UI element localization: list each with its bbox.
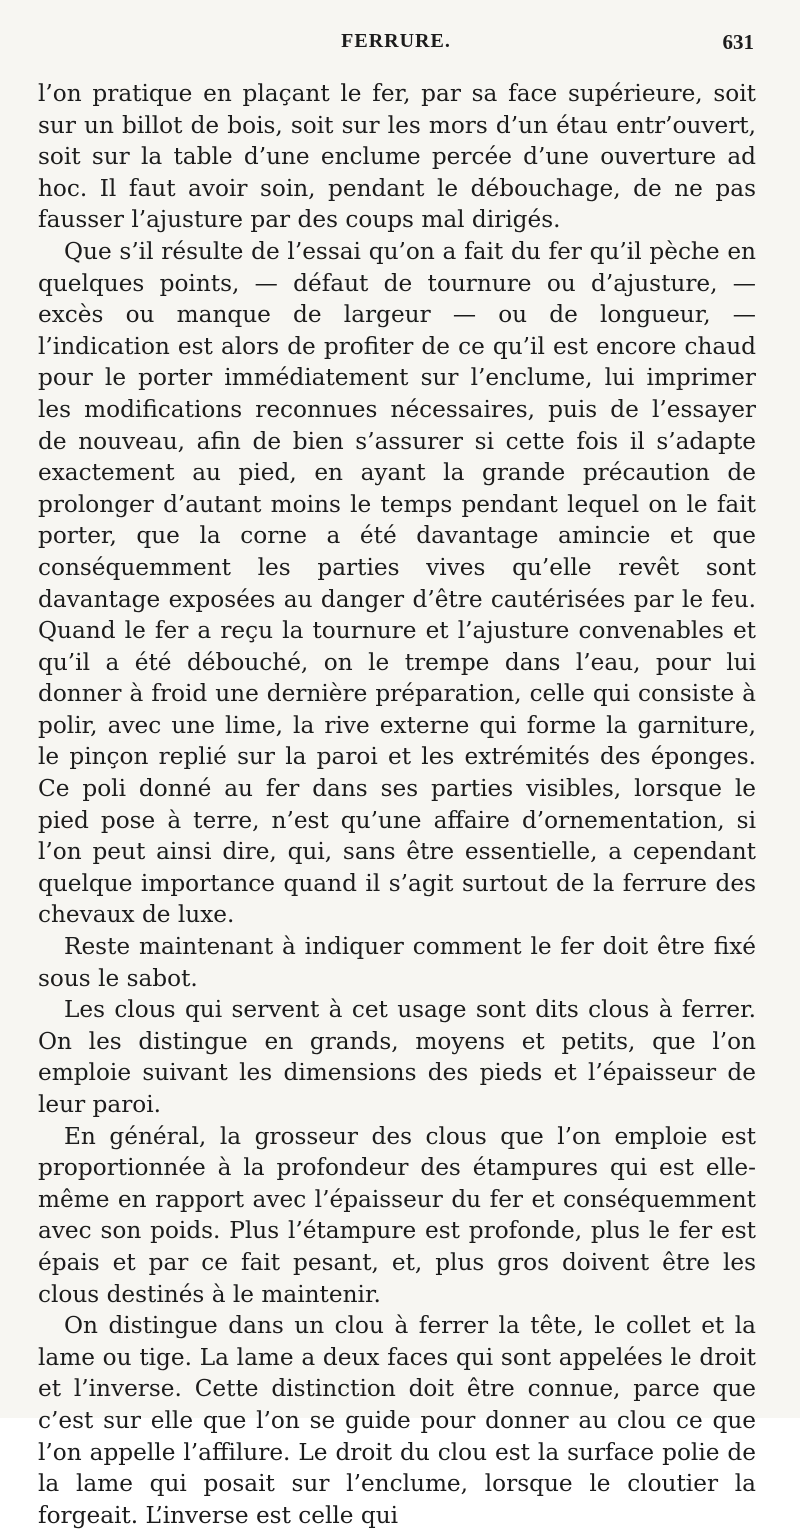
paragraph-1: l’on pratique en plaçant le fer, par sa face supérieure, soit sur un billot de bois, soit sur les mors d’un étau entr’ouvert, soit sur la table d’une enclume percée d’une ouverture ad hoc. Il faut avoir soin, pendant le débouchage, de ne pas fausser l’ajusture par des coups mal dirigés. xyxy=(38,80,756,234)
running-head xyxy=(38,30,754,62)
paragraph-3: Reste maintenant à indiquer comment le fer doit être fixé sous le sabot. xyxy=(38,933,756,992)
paragraph-4: Les clous qui servent à cet usage sont dits clous à ferrer. On les distingue en grands, moyens et petits, que l’on emploie suivant les dimensions des pieds et l’épaisseur de leur paroi. xyxy=(38,996,756,1118)
page-number: 631 xyxy=(722,30,754,54)
paragraph-5: En général, la grosseur des clous que l’on emploie est proportionnée à la profondeur des étampures qui est elle-même en rapport avec l’épaisseur du fer et conséquemment avec son poids. Plus l’étampure est profonde, plus le fer est épais et par ce fait pesant, et, plus gros doivent être les clous destinés à le maintenir. xyxy=(38,1122,756,1308)
paragraph-2: Que s’il résulte de l’essai qu’on a fait du fer qu’il pèche en quelques points, — défaut de tournure ou d’ajusture, — excès ou manque de largeur — ou de longueur, — l’indication est alors de profiter de ce qu’il est encore chaud pour le porter immédiatement sur l’enclume, lui imprimer les modifications reconnues nécessaires, puis de l’essayer de nouveau, afin de bien s’assurer si cette fois il s’adapte exactement au pied, en ayant la grande précaution de prolonger d’autant moins le temps pendant lequel on le fait porter, que la corne a été davantage amincie et que conséquemment les parties vives qu’elle revêt sont davantage exposées au danger d’être cautérisées par le feu. Quand le fer a reçu la tournure et l’ajusture convenables et qu’il a été débouché, on le trempe dans l’eau, pour lui donner à froid une dernière préparation, celle qui consiste à polir, avec une lime, la rive externe qui forme la garniture, le pinçon replié sur la paroi et les extrémités des éponges. Ce poli donné au fer dans ses parties visibles, lorsque le pied pose à terre, n’est qu’une affaire d’ornementation, si l’on peut ainsi dire, qui, sans être essentielle, a cependant quelque importance quand il s’agit surtout de la ferrure des chevaux de luxe. xyxy=(38,237,756,929)
paragraph-6: On distingue dans un clou à ferrer la tête, le collet et la lame ou tige. La lame a deux faces qui sont appelées le droit et l’inverse. Cette distinction doit être connue, parce que c’est sur elle que l’on se guide pour donner au clou ce que l’on appelle l’affilure. Le droit du clou est la surface polie de la lame qui posait sur l’enclume, lorsque le cloutier la forgeait. L’inverse est celle qui xyxy=(38,1312,756,1529)
running-title: FERRURE. xyxy=(341,30,451,52)
body-text xyxy=(38,78,756,1531)
